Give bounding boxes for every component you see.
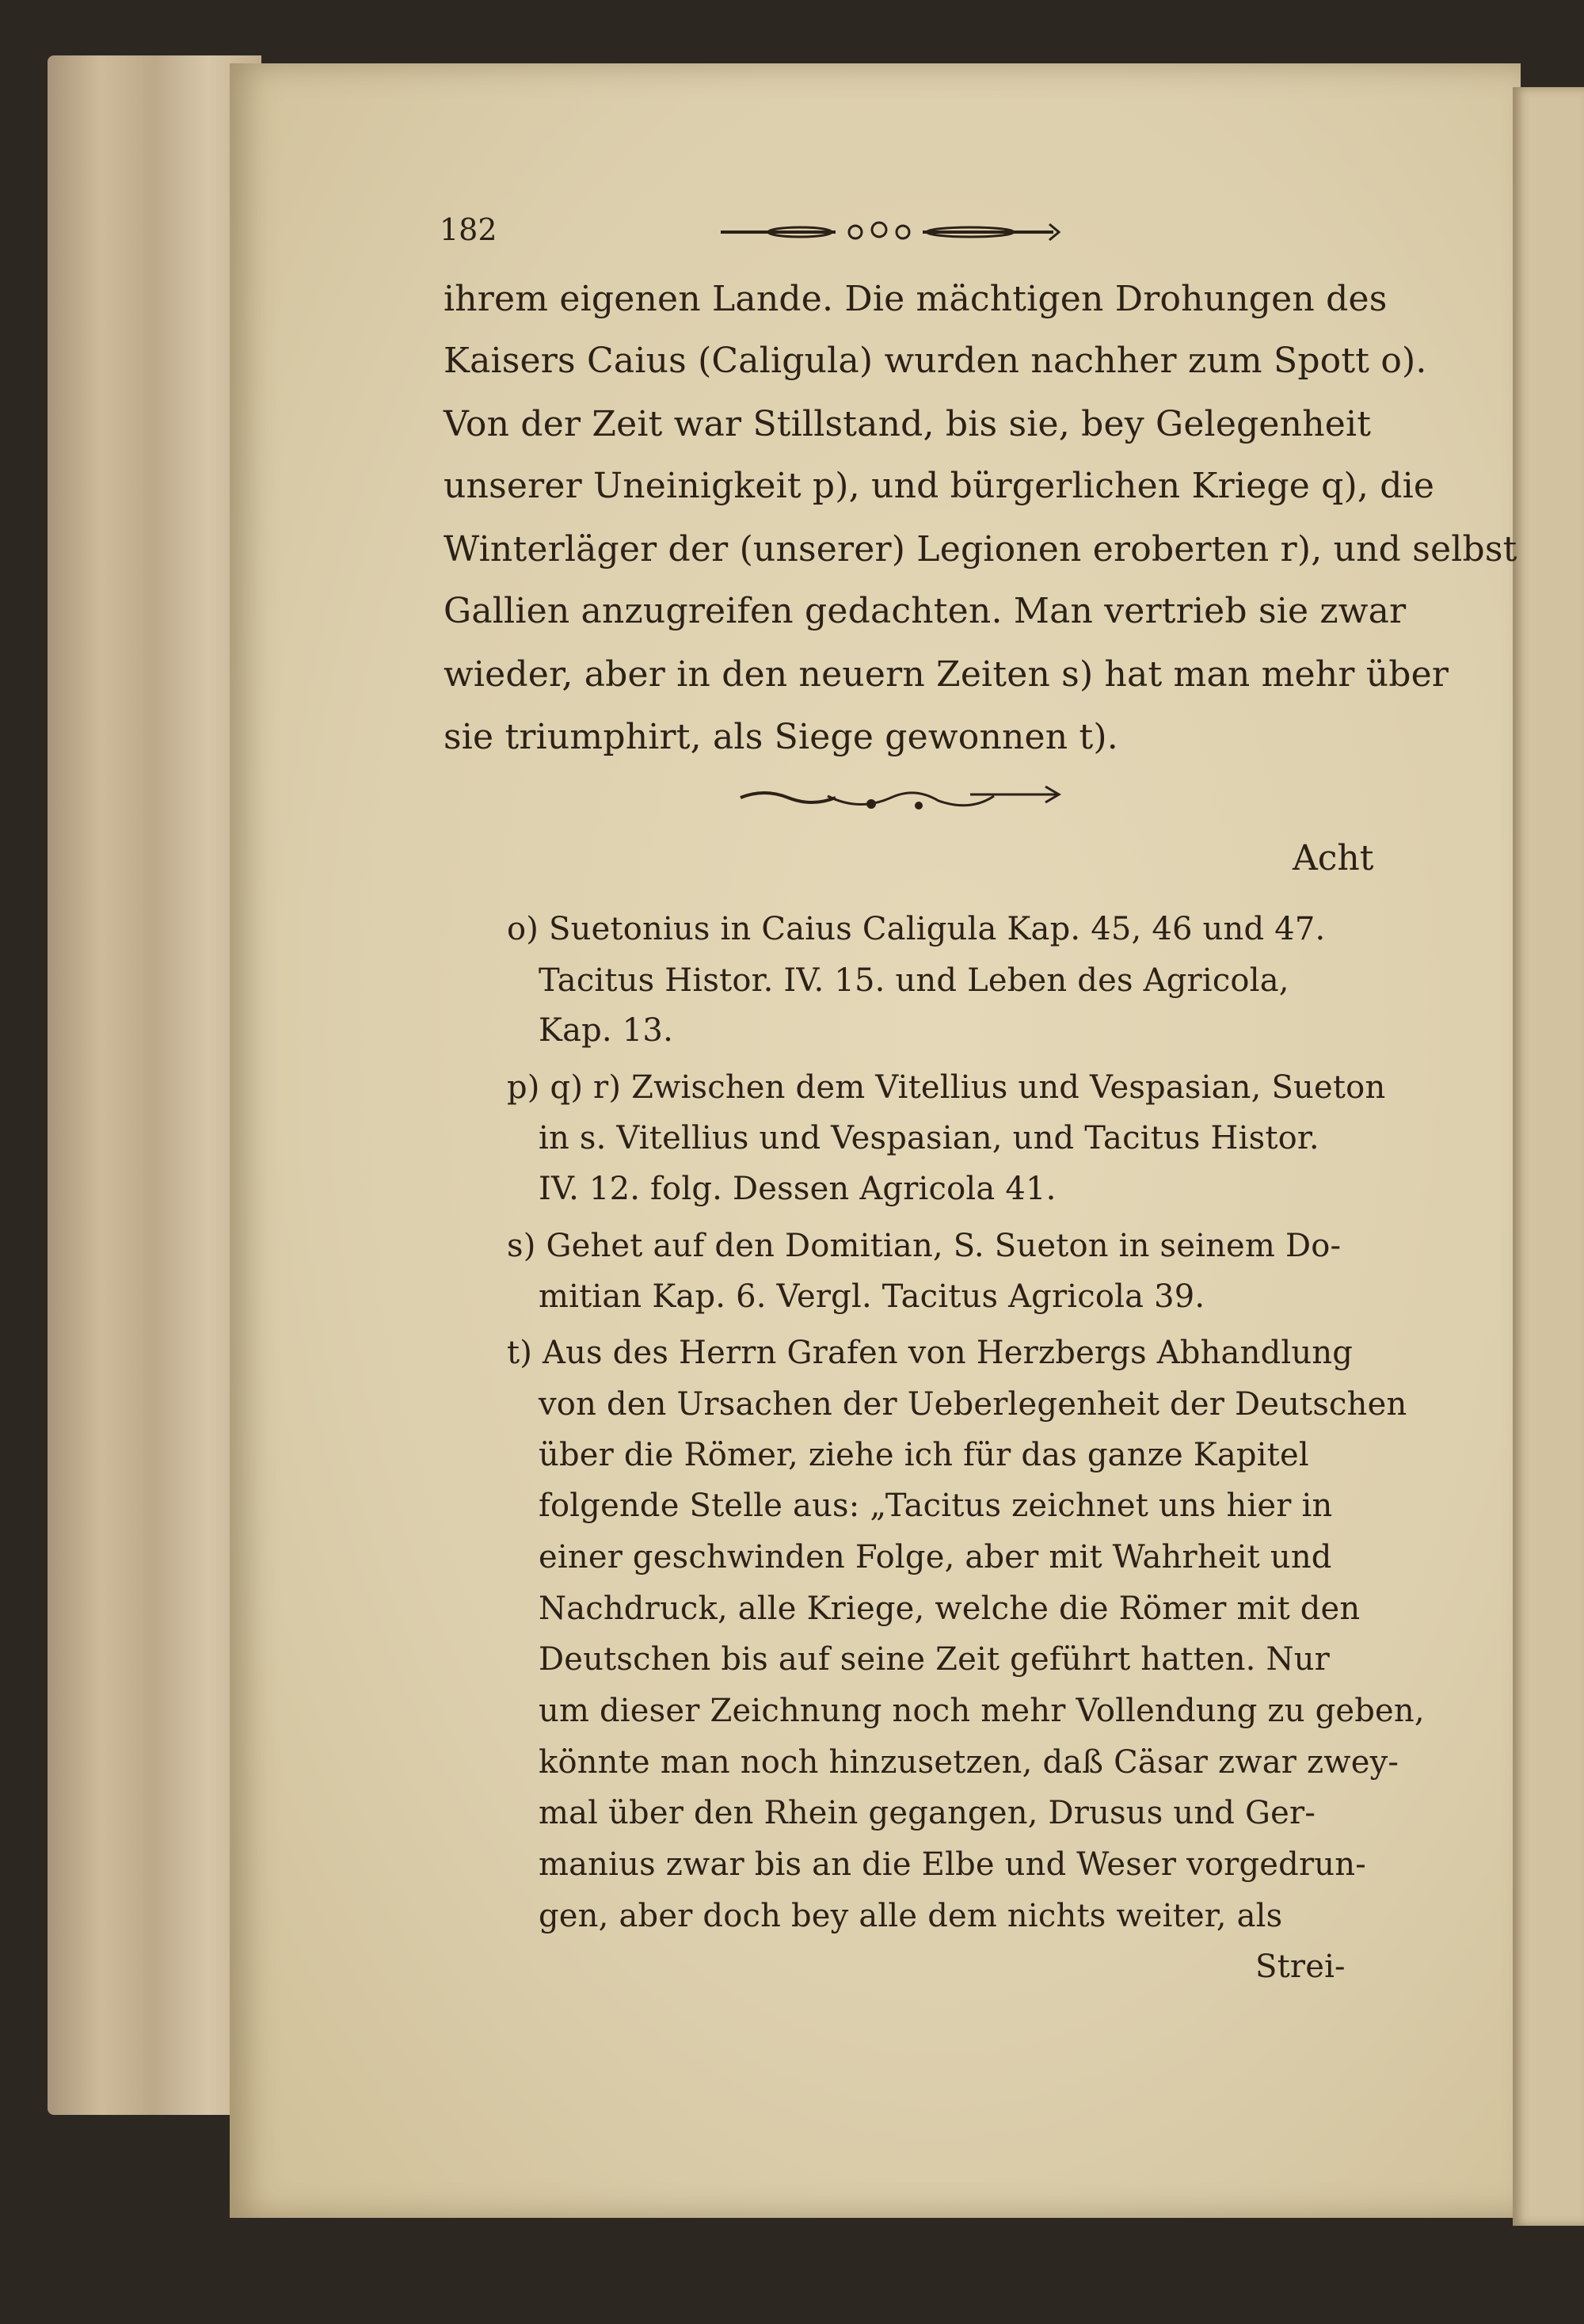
footnote-line: Nachdruck, alle Kriege, welche die Römer mit den: [539, 1591, 1361, 1627]
footnote-line: gen, aber doch bey alle dem nichts weiter, als: [539, 1898, 1283, 1934]
footnote-line: könnte man noch hinzusetzen, daß Cäsar zwar zwey-: [539, 1744, 1399, 1781]
body-line: Kaisers Caius (Caligula) wurden nachher zum Spott o).: [444, 341, 1427, 381]
footnote-line: Tacitus Histor. IV. 15. und Leben des Agricola,: [539, 962, 1289, 999]
body-line: Winterläger der (unserer) Legionen eroberten r), und selbst: [444, 529, 1517, 570]
catchword: Acht: [1293, 838, 1374, 878]
section-ornament: [733, 780, 1065, 820]
footnote-line: folgende Stelle aus: „Tacitus zeichnet uns hier in: [539, 1488, 1333, 1524]
body-line: Gallien anzugreifen gedachten. Man vertrieb sie zwar: [444, 591, 1407, 631]
footnote-line: IV. 12. folg. Dessen Agricola 41.: [539, 1171, 1057, 1207]
footnote-line: Kap. 13.: [539, 1012, 673, 1049]
footnote-line: p) q) r) Zwischen dem Vitellius und Vespasian, Sueton: [507, 1069, 1386, 1106]
footnote-line: von den Ursachen der Ueberlegenheit der Deutschen: [539, 1386, 1407, 1423]
footnote-line: t) Aus des Herrn Grafen von Herzbergs Abhandlung: [507, 1335, 1354, 1371]
body-line: Von der Zeit war Stillstand, bis sie, bey Gelegenheit: [444, 404, 1372, 444]
footer-catchword: Strei-: [1255, 1949, 1346, 1985]
footnote-line: über die Römer, ziehe ich für das ganze Kapitel: [539, 1437, 1309, 1473]
footnote-line: Deutschen bis auf seine Zeit geführt hatten. Nur: [539, 1641, 1330, 1678]
footnote-line: einer geschwinden Folge, aber mit Wahrheit und: [539, 1539, 1332, 1575]
facing-page-edge: [1513, 87, 1584, 2226]
body-line: sie triumphirt, als Siege gewonnen t).: [444, 717, 1118, 757]
footnote-line: um dieser Zeichnung noch mehr Vollendung zu geben,: [539, 1693, 1425, 1729]
footnote-line: mitian Kap. 6. Vergl. Tacitus Agricola 39.: [539, 1278, 1205, 1315]
page-number: 182: [440, 212, 497, 247]
body-line: wieder, aber in den neuern Zeiten s) hat man mehr über: [444, 654, 1449, 695]
footnote-line: mal über den Rhein gegangen, Drusus und Ger-: [539, 1795, 1316, 1831]
body-line: ihrem eigenen Lande. Die mächtigen Drohungen des: [444, 279, 1388, 319]
body-line: unserer Uneinigkeit p), und bürgerlichen Kriege q), die: [444, 466, 1435, 506]
footnote-line: in s. Vitellius und Vespasian, und Tacitus Histor.: [539, 1120, 1319, 1156]
footnote-line: s) Gehet auf den Domitian, S. Sueton in seinem Do-: [507, 1228, 1342, 1264]
footnote-line: manius zwar bis an die Elbe und Weser vorgedrun-: [539, 1846, 1366, 1883]
footnote-line: o) Suetonius in Caius Caligula Kap. 45, 46 und 47.: [507, 911, 1326, 947]
header-ornament: [717, 220, 1065, 244]
